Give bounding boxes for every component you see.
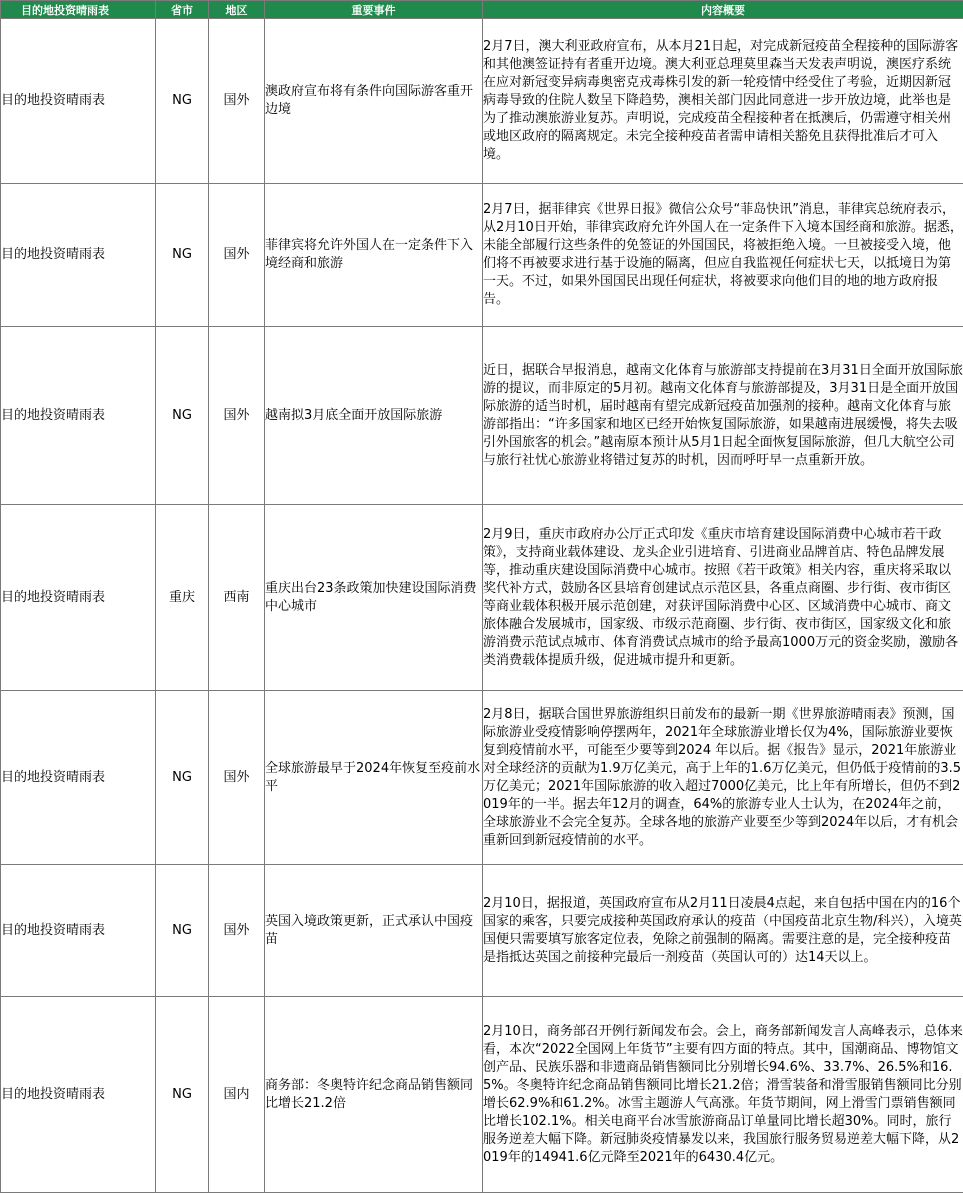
table-row	[1, 997, 963, 1193]
cell-province[interactable]: NG	[156, 19, 209, 184]
cell-name[interactable]: 目的地投资晴雨表	[1, 997, 156, 1193]
summary-text: 近日，据联合早报消息，越南文化体育与旅游部支持提前在3月31日全面开放国际旅游的提议，而非原定的5月初。越南文化体育与旅游部提及，3月31日是全面开放国际旅游的适当时机，届时越南有望完成新冠疫苗加强剂的接种。越南文化体育与旅游部指出：“许多国家和地区已经开始恢复国际旅游，如果越南进展缓慢，将失去吸引外国旅客的机会。”越南原本预计从5月1日起全面恢复国际旅游，但几大航空公司与旅行社忧心旅游业将错过复苏的时机，因而呼吁早一点重新开放。	[483, 362, 963, 468]
cell-region[interactable]: 国内	[209, 997, 265, 1193]
cell-province[interactable]: NG	[156, 327, 209, 505]
cell-province[interactable]: NG	[156, 865, 209, 997]
summary-text: 2月10日，据报道，英国政府宣布从2月11日凌晨4点起，来自包括中国在内的16个国家的乘客，只要完成接种英国政府承认的疫苗（中国疫苗北京生物/科兴），入境英国便只需要填写旅客定位表，免除之前强制的隔离。需要注意的是，完全接种疫苗是指抵达英国之前接种完最后一剂疫苗（英国认可的）达14天以上。	[483, 895, 962, 965]
cell-summary[interactable]	[483, 327, 963, 505]
column-header-province[interactable]: 省市	[156, 1, 209, 19]
cell-region[interactable]: 国外	[209, 19, 265, 184]
cell-summary[interactable]	[483, 997, 963, 1193]
cell-event[interactable]: 英国入境政策更新，正式承认中国疫苗	[265, 865, 483, 997]
cell-region[interactable]: 国外	[209, 691, 265, 865]
cell-event[interactable]: 越南拟3月底全面开放国际旅游	[265, 327, 483, 505]
cell-summary[interactable]	[483, 19, 963, 184]
column-header-name[interactable]: 目的地投资晴雨表	[1, 1, 156, 19]
cell-event[interactable]: 商务部：冬奥特许纪念商品销售额同比增长21.2倍	[265, 997, 483, 1193]
cell-summary[interactable]	[483, 865, 963, 997]
table-row	[1, 184, 963, 327]
summary-text: 2月7日，据菲律宾《世界日报》微信公众号“菲岛快讯”消息，菲律宾总统府表示，从2月10日开始，菲律宾政府允许外国人在一定条件下入境本国经商和旅游。据悉，未能全部履行这些条件的免签证的外国国民，将被拒绝入境。一旦被接受入境，他们将不再被要求进行基于设施的隔离，但应自我监视任何症状七天，以抵境日为第一天。不过，如果外国国民出现任何症状，将被要求向他们目的地的地方政府报告。	[483, 202, 963, 307]
cell-province[interactable]: NG	[156, 997, 209, 1193]
cell-region[interactable]: 西南	[209, 505, 265, 691]
cell-name[interactable]: 目的地投资晴雨表	[1, 19, 156, 184]
summary-text: 2月7日，澳大利亚政府宣布，从本月21日起，对完成新冠疫苗全程接种的国际游客和其他澳签证持有者重开边境。澳大利亚总理莫里森当天发表声明说，澳医疗系统在应对新冠变异病毒奥密克戎毒株引发的新一轮疫情中经受住了考验，近期因新冠病毒导致的住院人数呈下降趋势，澳相关部门因此同意进一步开放边境，此举也是为了推动澳旅游业复苏。声明说，完成疫苗全程接种者在抵澳后，仍需遵守相关州或地区政府的隔离规定。未完全接种疫苗者需申请相关豁免且获得批准后才可入境。	[483, 39, 959, 162]
column-header-region[interactable]: 地区	[209, 1, 265, 19]
table-row	[1, 505, 963, 691]
table-row	[1, 19, 963, 184]
cell-event[interactable]: 菲律宾将允许外国人在一定条件下入境经商和旅游	[265, 184, 483, 327]
cell-province[interactable]: NG	[156, 184, 209, 327]
table-row	[1, 327, 963, 505]
column-header-summary[interactable]: 内容概要	[483, 1, 963, 19]
header-row	[1, 1, 963, 19]
cell-province[interactable]: NG	[156, 691, 209, 865]
cell-name[interactable]: 目的地投资晴雨表	[1, 327, 156, 505]
table-row	[1, 691, 963, 865]
cell-summary[interactable]	[483, 184, 963, 327]
cell-region[interactable]: 国外	[209, 865, 265, 997]
cell-name[interactable]: 目的地投资晴雨表	[1, 865, 156, 997]
cell-name[interactable]: 目的地投资晴雨表	[1, 184, 156, 327]
summary-text: 2月9日，重庆市政府办公厅正式印发《重庆市培育建设国际消费中心城市若干政策》，支持商业载体建设、龙头企业引进培育、引进商业品牌首店、特色品牌发展等，推动重庆建设国际消费中心城市。按照《若干政策》相关内容，重庆将采取以奖代补方式，鼓励各区县培育创建试点示范区县，各重点商圈、步行街、夜市街区等商业载体积极开展示范创建，对获评国际消费中心区、区域消费中心城市、商文旅体融合发展城市，国家级、市级示范商圈、步行街、夜市街区，国家级文化和旅游消费示范试点城市、体育消费试点城市的给予最高1000万元的资金奖励，激励各类消费载体提质升级，促进城市提升和更新。	[483, 526, 959, 668]
cell-event[interactable]: 全球旅游最早于2024年恢复至疫前水平	[265, 691, 483, 865]
cell-summary[interactable]	[483, 505, 963, 691]
cell-summary[interactable]	[483, 691, 963, 865]
cell-event[interactable]: 重庆出台23条政策加快建设国际消费中心城市	[265, 505, 483, 691]
cell-name[interactable]: 目的地投资晴雨表	[1, 691, 156, 865]
table-row	[1, 865, 963, 997]
cell-province[interactable]: 重庆	[156, 505, 209, 691]
cell-event[interactable]: 澳政府宣布将有条件向国际游客重开边境	[265, 19, 483, 184]
cell-region[interactable]: 国外	[209, 327, 265, 505]
cell-region[interactable]: 国外	[209, 184, 265, 327]
summary-text: 2月8日，据联合国世界旅游组织日前发布的最新一期《世界旅游晴雨表》预测，国际旅游业受疫情影响停摆两年，2021年全球旅游业增长仅为4%，国际旅游业要恢复到疫情前水平，可能至少要等到2024 年以后。据《报告》显示，2021年旅游业对全球经济的贡献为1.9万亿美元，高于上年的1.6万亿美元，但仍低于疫情前的3.5万亿美元；2021年国际旅游的收入超过7000亿美元，比上年有所增长，但仍不到2019年的一半。据去年12月的调查，64%的旅游专业人士认为，在2024年之前，全球旅游业不会完全复苏。全球各地的旅游产业要至少等到2024年以后，才有机会重新回到新冠疫情前的水平。	[483, 706, 962, 848]
summary-text: 2月10日，商务部召开例行新闻发布会。会上，商务部新闻发言人高峰表示，总体来看，本次“2022全国网上年货节”主要有四方面的特点。其中，国潮商品、博物馆文创产品、民族乐器和非遗商品销售额同比分别增长94.6%、33.7%、26.5%和16.5%。冬奥特许纪念商品销售额同比增长21.2倍；滑雪装备和滑雪服销售额同比分别增长62.9%和61.2%。冰雪主题游人气高涨。年货节期间，网上滑雪门票销售额同比增长102.1%。相关电商平台冰雪旅游商品订单量同比增长超30%。同时，旅行服务逆差大幅下降。新冠肺炎疫情暴发以来，我国旅行服务贸易逆差大幅下降，从2019年的14941.6亿元降至2021年的6430.4亿元。	[483, 1023, 963, 1165]
column-header-event[interactable]: 重要事件	[265, 1, 483, 19]
cell-name[interactable]: 目的地投资晴雨表	[1, 505, 156, 691]
